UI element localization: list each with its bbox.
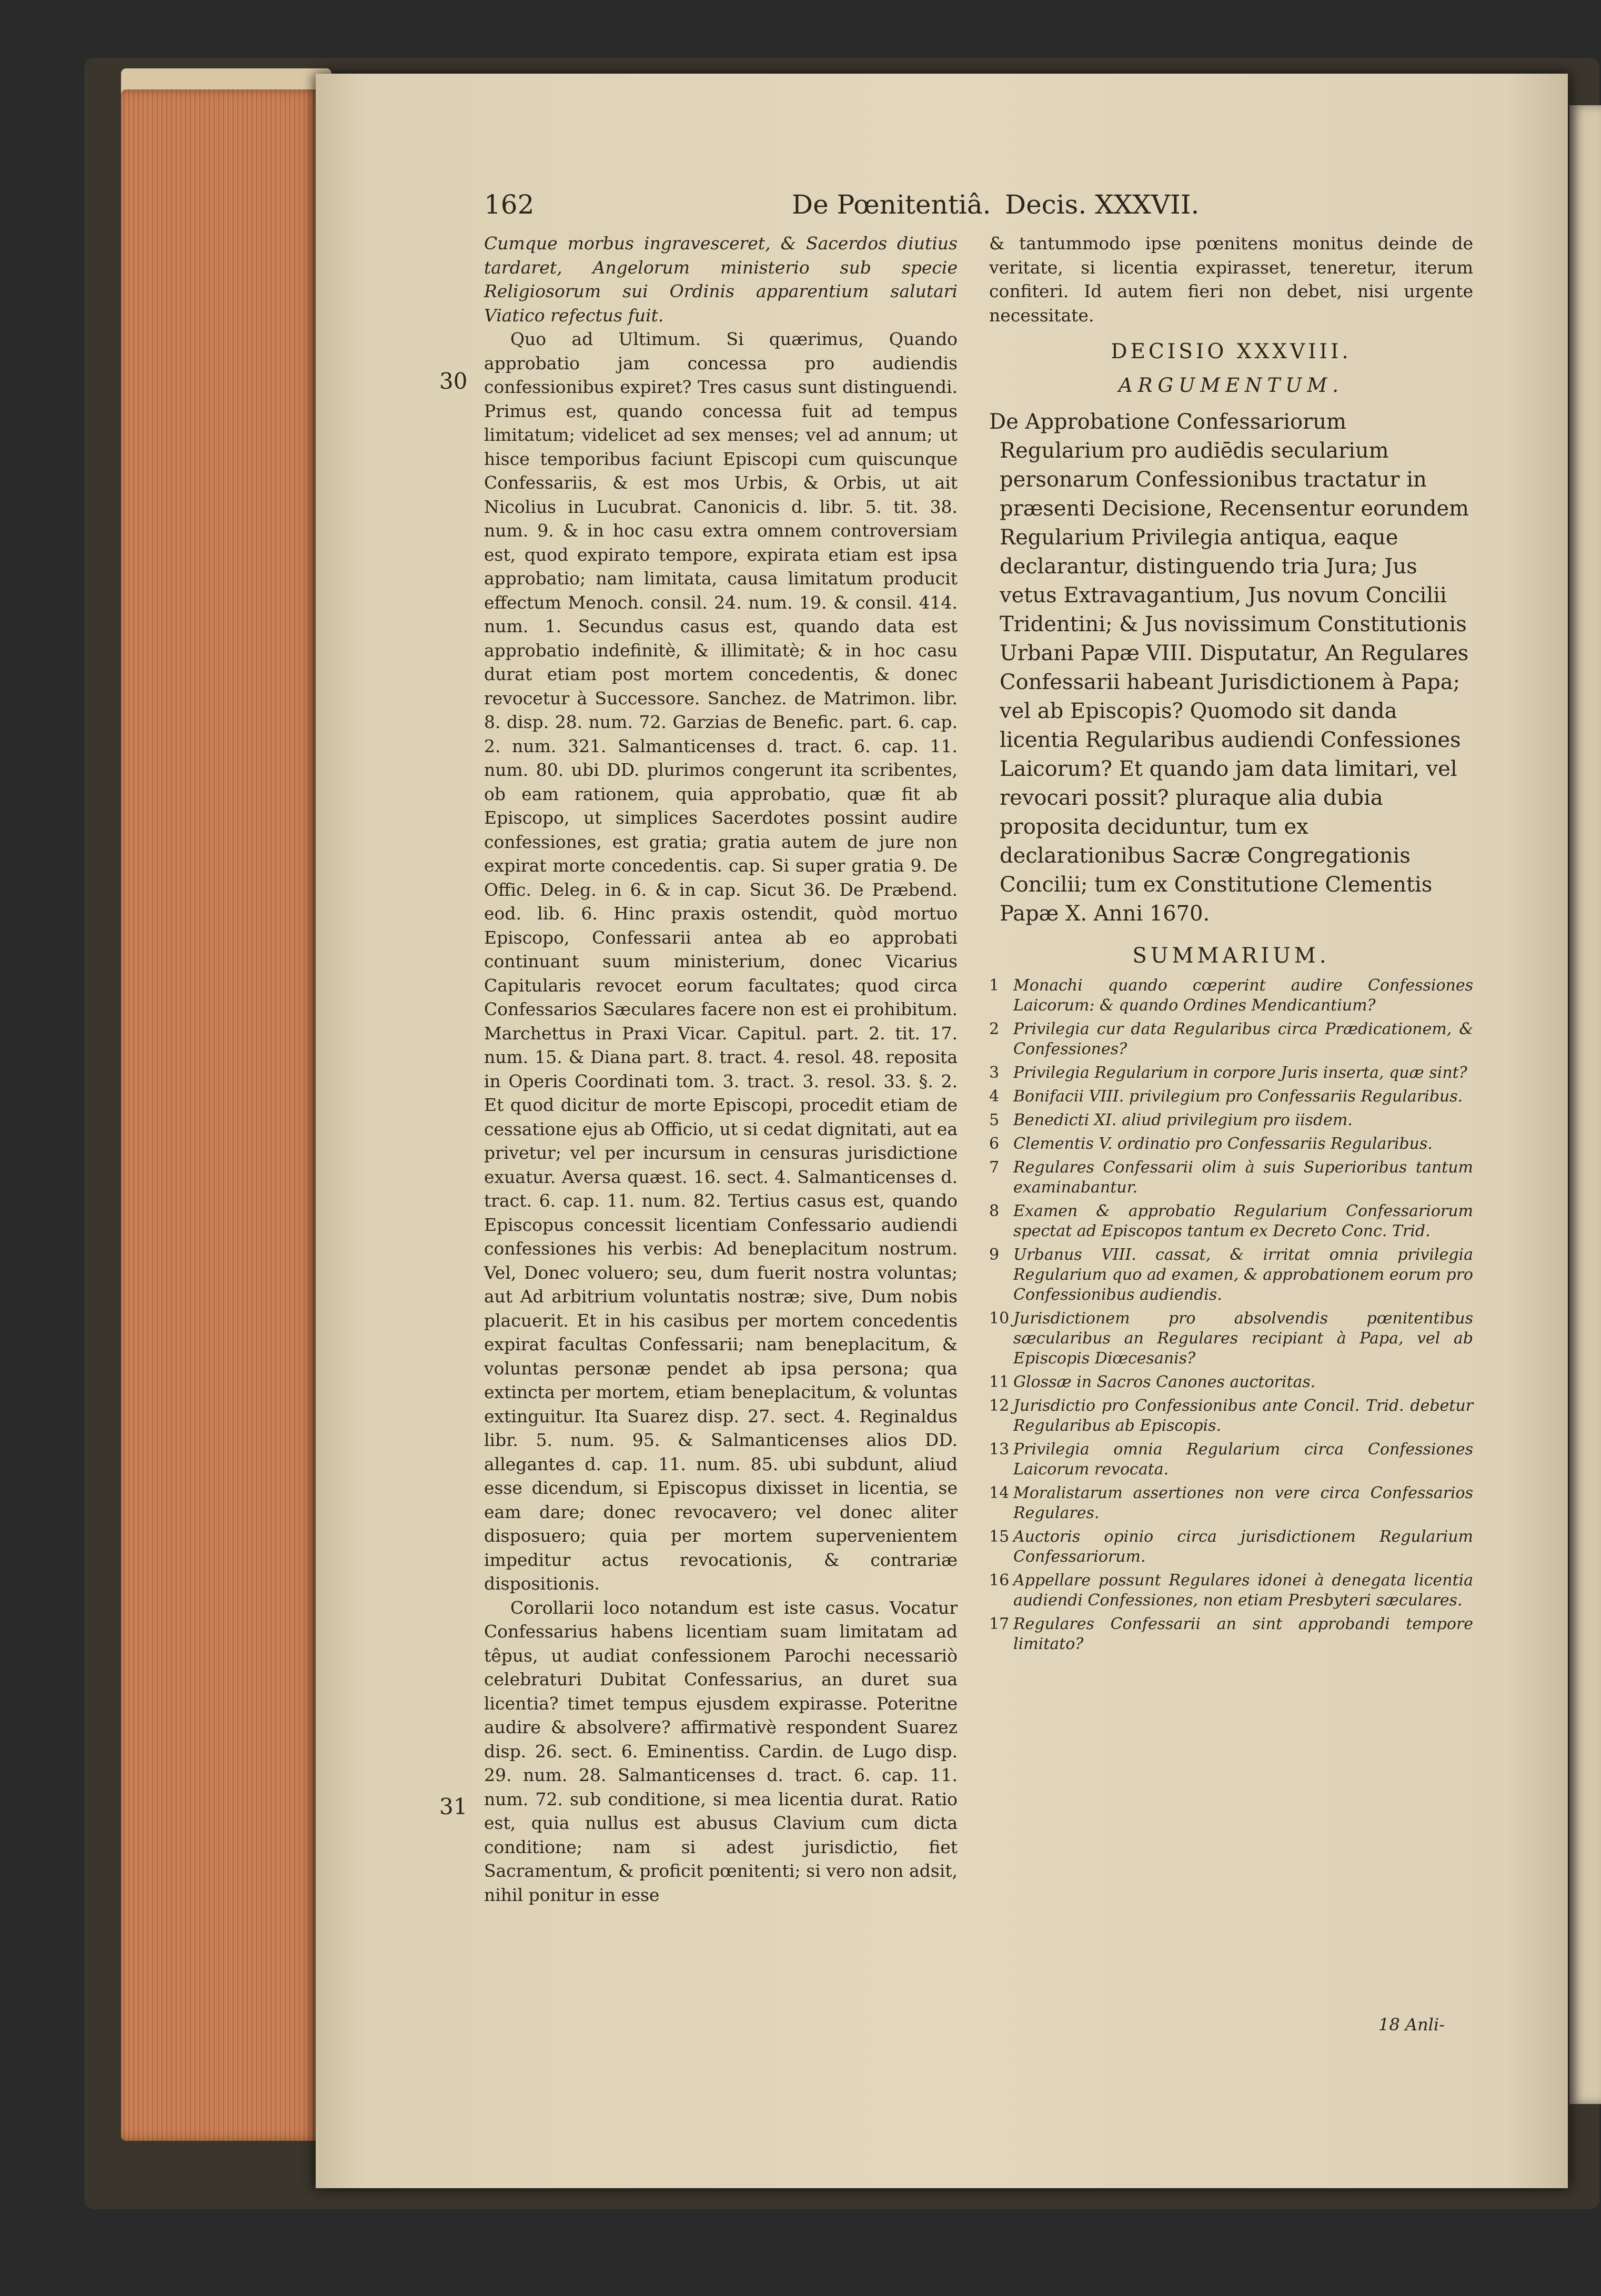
catchword: 18 Anli- — [1378, 2015, 1445, 2035]
list-item: 7 Regulares Confessarii olim à suis Superioribus tantum examinabantur. — [989, 1158, 1473, 1197]
list-item: 8 Examen & approbatio Regularium Confessariorum spectat ad Episcopos tantum ex Decreto Conc. Trid. — [989, 1201, 1473, 1240]
list-item: 9 Urbanus VIII. cassat, & irritat omnia privilegia Regularium quo ad examen, & approbationem eorum pro Confessionibus audiendis. — [989, 1245, 1473, 1304]
list-item: 17 Regulares Confessarii an sint approbandi tempore limitato? — [989, 1614, 1473, 1653]
paragraph-vision: Cumque morbus ingravesceret, & Sacerdos diutius tardaret, Angelorum ministerio sub specie Religiosorum sui Ordinis apparentium salutari Viatico refectus fuit. — [484, 233, 958, 326]
argumentum-text: De Approbatione Confessariorum Regularium pro audiēdis secularium personarum Confessionibus tractatur in præsenti Decisione, Recensentur eorundem Regularium Privilegia antiqua, eaque declarantur, distinguendo tria Jura; Jus vetus Extravagantium, Jus novum Concilii Tridentini; & Jus novissimum Constitutionis Urbani Papæ VIII. Disputatur, An Regulares Confessarii habeant Jurisdictionem à Papa; vel ab Episcopis? Quomodo sit danda licentia Regularibus audiendi Confessiones Laicorum? Et quando jam data limitari, vel revocari possit? pluraque alia dubia proposita deciduntur, tum ex declarationibus Sacræ Congregationis Concilii; tum ex Constitutione Clementis Papæ X. Anni 1670. — [989, 410, 1469, 926]
decision-label: Decis. XXXVII. — [1005, 189, 1200, 220]
running-head — [484, 189, 1468, 231]
paragraph-ultimum: Quo ad Ultimum. Si quærimus, Quando approbatio jam concessa pro audiendis confessionibus expiret? Tres casus sunt distinguendi. Primus est, quando concessa fuit ad tempus limitatum; videlicet ad sex menses; vel ad annum; ut hisce temporibus faciunt Episcopi cum quiscunque Confessariis, & est mos Urbis, & Orbis, ut ait Nicolius in Lucubrat. Canonicis d. libr. 5. tit. 38. num. 9. & in hoc casu extra omnem controversiam est, quod expirato tempore, expirata etiam est ipsa approbatio; nam limitata, causa limitatum producit effectum Menoch. consil. 24. num. 19. & consil. 414. num. 1. Secundus casus est, quando data est approbatio indefinitè, & illimitatè; & in hoc casu durat etiam post mortem concedentis, & donec revocetur à Successore. Sanchez. de Matrimon. libr. 8. disp. 28. num. 72. Garzias de Benefic. part. 6. cap. 2. num. 321. Salmanticenses d. tract. 6. cap. 11. num. 80. ubi DD. plurimos congerunt ita scribentes, ob eam rationem, quia approbatio, quæ fit ab Episcopo, ut simplices Sacerdotes possint audire confessiones, est gratia; gratia autem de jure non expirat morte concedentis. cap. Si super gratia 9. De Offic. Deleg. in 6. & in cap. Sicut 36. De Præbend. eod. lib. 6. Hinc praxis ostendit, quòd mortuo Episcopo, Confessarii antea ab eo approbati continuant suum ministerium, donec Vicarius Capitularis revocet eorum facultates; quod circa Confessarios Sæculares facere non est ei prohibitum. Marchettus in Praxi Vicar. Capitul. part. 2. tit. 17. num. 15. & Diana part. 8. tract. 4. resol. 48. reposita in Operis Coordinati tom. 3. tract. 3. resol. 33. §. 2. Et quod dicitur de morte Episcopi, procedit etiam de cessatione ejus ab Officio, ut si cedat dignitati, aut ea privetur; vel per incursum in censuras jurisdictione exuatur. Aversa quæst. 16. sect. 4. Salmanticenses d. tract. 6. cap. 11. num. 82. Tertius casus est, quando Episcopus concessit licentiam Confessario audiendi confessiones his verbis: Ad beneplacitum nostrum. Vel, Donec voluero; seu, dum fuerit nostra voluntas; aut Ad arbitrium voluntatis nostræ; sive, Dum nobis placuerit. Et in his casibus per mortem concedentis expirat facultas Confessarii; nam beneplacitum, & voluntas personæ pendet ab ipsa persona; qua extincta per mortem, etiam beneplacitum, & voluntas extinguitur. Ita Suarez disp. 27. sect. 4. Reginaldus libr. 5. num. 95. & Salmanticenses alios DD. allegantes d. cap. 11. num. 85. ubi subdunt, aliud esse dicendum, si Episcopus dixisset in licentia, se eam dare; donec revocavero; vel donec aliter disposuero; quia per mortem supervenientem impeditur actus revocationis, & contrariæ dispositionis. — [484, 329, 958, 1594]
argumentum-heading: ARGUMENTUM. — [1118, 373, 1344, 397]
facing-page-edge — [1569, 105, 1601, 2104]
list-item: 4 Bonifacii VIII. privilegium pro Confessariis Regularibus. — [989, 1087, 1463, 1106]
paragraph-corollarii: Corollarii loco notandum est iste casus. Vocatur Confessarius habens licentiam suam limitatam ad têpus, ut audiat confessionem Parochi necessariò celebraturi Dubitat Confessarius, an duret sua licentia? timet tempus ejusdem expirasse. Poteritne audire & absolvere? affirmativè respondent Suarez disp. 26. sect. 6. Eminentiss. Cardin. de Lugo disp. 29. num. 28. Salmanticenses d. tract. 6. cap. 11. num. 72. sub conditione, si mea licentia durat. Ratio est, quia nullus est abusus Clavium cum dicta conditione; nam si adest jurisdictio, fiet Sacramentum, & proficit pœnitenti; si vero non adsit, nihil ponitur in esse — [484, 1597, 958, 1905]
list-item: 3 Privilegia Regularium in corpore Juris inserta, quæ sint? — [989, 1063, 1467, 1082]
decision-heading: DECISIO XXXVIII. — [1111, 340, 1352, 363]
right-column — [989, 231, 1473, 1658]
left-column — [484, 231, 958, 1907]
list-item: 16 Appellare possunt Regulares idonei à denegata licentia audiendi Confessiones, non etiam Presbyteri sæculares. — [989, 1571, 1473, 1610]
list-item: 1 Monachi quando cœperint audire Confessiones Laicorum: & quando Ordines Mendicantium? — [989, 976, 1473, 1015]
list-item: 11 Glossæ in Sacros Canones auctoritas. — [989, 1372, 1316, 1391]
page-title: De Pœnitentiâ. — [792, 189, 991, 220]
page-number: 162 — [484, 189, 535, 220]
summarium-list — [989, 976, 1473, 1654]
margin-number-31: 31 — [439, 1794, 468, 1819]
list-item: 14 Moralistarum assertiones non vere circa Confessarios Regulares. — [989, 1483, 1473, 1522]
list-item: 6 Clementis V. ordinatio pro Confessariis Regularibus. — [989, 1134, 1433, 1153]
list-item: 13 Privilegia omnia Regularium circa Confessiones Laicorum revocata. — [989, 1440, 1473, 1479]
list-item: 10 Jurisdictionem pro absolvendis pœnitentibus sæcularibus an Regulares recipiant à Papa, vel ab Episcopis Diœcesanis? — [989, 1309, 1473, 1368]
paragraph-continuation: & tantummodo ipse pœnitens monitus deinde de veritate, si licentia expirasset, teneretur, iterum confiteri. Id autem fieri non debet, nisi urgente necessitate. — [989, 233, 1473, 326]
summarium-heading: SUMMARIUM. — [1132, 944, 1330, 968]
list-item: 5 Benedicti XI. aliud privilegium pro iisdem. — [989, 1110, 1353, 1129]
margin-number-30: 30 — [439, 368, 468, 394]
list-item: 2 Privilegia cur data Regularibus circa Prædicationem, & Confessiones? — [989, 1019, 1473, 1058]
fore-edge — [121, 89, 321, 2141]
list-item: 15 Auctoris opinio circa jurisdictionem Regularium Confessariorum. — [989, 1527, 1473, 1566]
list-item: 12 Jurisdictio pro Confessionibus ante Concil. Trid. debetur Regularibus ab Episcopis. — [989, 1396, 1473, 1435]
